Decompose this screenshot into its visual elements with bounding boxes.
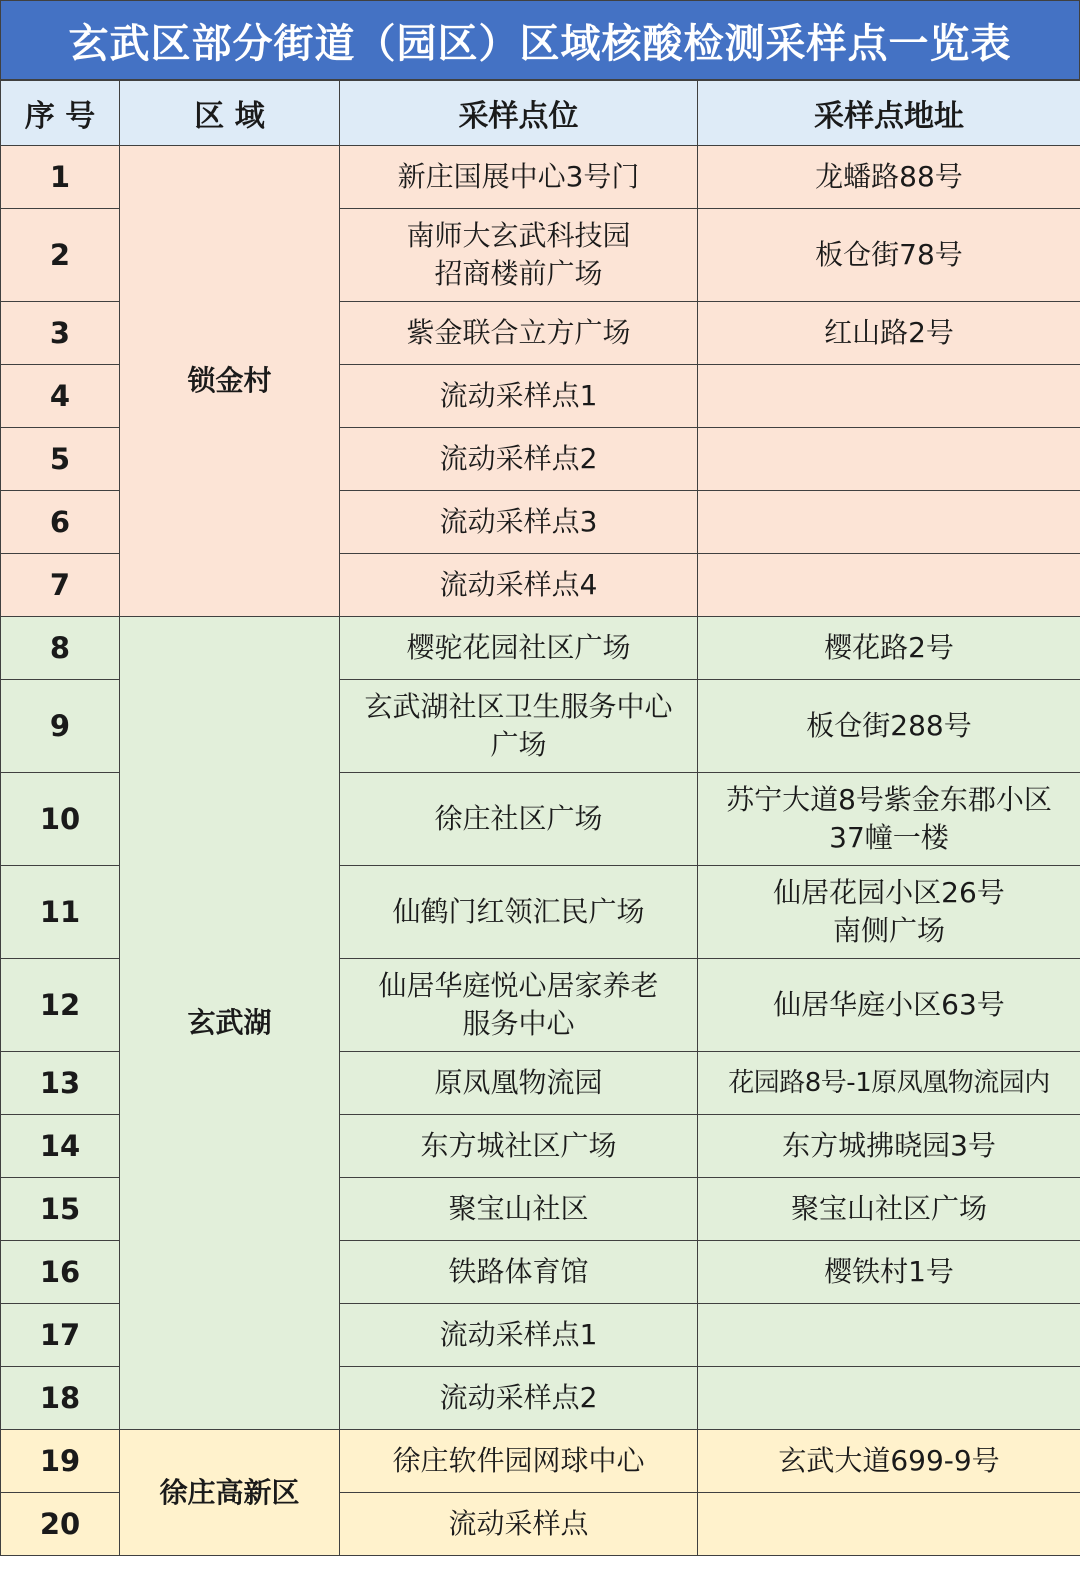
site-cell: 樱驼花园社区广场 — [340, 617, 698, 680]
row-number: 12 — [1, 959, 120, 1052]
address-cell — [698, 365, 1080, 428]
row-number: 7 — [1, 554, 120, 617]
site-cell: 铁路体育馆 — [340, 1241, 698, 1304]
row-number: 16 — [1, 1241, 120, 1304]
address-cell: 仙居花园小区26号 南侧广场 — [698, 866, 1080, 959]
row-number: 15 — [1, 1178, 120, 1241]
site-cell: 紫金联合立方广场 — [340, 302, 698, 365]
page-title: 玄武区部分街道（园区）区域核酸检测采样点一览表 — [0, 0, 1080, 80]
site-cell: 流动采样点 — [340, 1493, 698, 1556]
address-cell: 玄武大道699-9号 — [698, 1430, 1080, 1493]
address-cell: 龙蟠路88号 — [698, 146, 1080, 209]
site-cell: 流动采样点2 — [340, 428, 698, 491]
address-cell: 樱铁村1号 — [698, 1241, 1080, 1304]
address-cell: 仙居华庭小区63号 — [698, 959, 1080, 1052]
row-number: 4 — [1, 365, 120, 428]
table-row — [1, 1430, 1080, 1493]
site-cell: 仙鹤门红领汇民广场 — [340, 866, 698, 959]
address-cell — [698, 1304, 1080, 1367]
header-address: 采样点地址 — [698, 81, 1080, 146]
site-cell: 南师大玄武科技园 招商楼前广场 — [340, 209, 698, 302]
address-cell — [698, 1367, 1080, 1430]
row-number: 8 — [1, 617, 120, 680]
table-row — [1, 146, 1080, 209]
table-body — [1, 146, 1080, 1556]
address-cell — [698, 428, 1080, 491]
address-cell: 东方城拂晓园3号 — [698, 1115, 1080, 1178]
sampling-sites-table — [0, 80, 1080, 1556]
site-cell: 流动采样点1 — [340, 1304, 698, 1367]
table-row — [1, 617, 1080, 680]
site-cell: 聚宝山社区 — [340, 1178, 698, 1241]
region-cell: 玄武湖 — [120, 617, 340, 1430]
site-cell: 流动采样点4 — [340, 554, 698, 617]
header-region: 区 域 — [120, 81, 340, 146]
row-number: 13 — [1, 1052, 120, 1115]
address-cell: 板仓街78号 — [698, 209, 1080, 302]
site-cell: 徐庄社区广场 — [340, 773, 698, 866]
address-cell — [698, 491, 1080, 554]
site-cell: 玄武湖社区卫生服务中心 广场 — [340, 680, 698, 773]
site-cell: 流动采样点1 — [340, 365, 698, 428]
row-number: 17 — [1, 1304, 120, 1367]
row-number: 10 — [1, 773, 120, 866]
site-cell: 东方城社区广场 — [340, 1115, 698, 1178]
row-number: 20 — [1, 1493, 120, 1556]
site-cell: 流动采样点3 — [340, 491, 698, 554]
address-cell — [698, 554, 1080, 617]
region-cell: 徐庄高新区 — [120, 1430, 340, 1556]
site-cell: 原凤凰物流园 — [340, 1052, 698, 1115]
row-number: 3 — [1, 302, 120, 365]
row-number: 11 — [1, 866, 120, 959]
row-number: 19 — [1, 1430, 120, 1493]
row-number: 2 — [1, 209, 120, 302]
address-cell: 板仓街288号 — [698, 680, 1080, 773]
site-cell: 徐庄软件园网球中心 — [340, 1430, 698, 1493]
header-row — [1, 81, 1080, 146]
header-site: 采样点位 — [340, 81, 698, 146]
address-cell: 苏宁大道8号紫金东郡小区 37幢一楼 — [698, 773, 1080, 866]
row-number: 9 — [1, 680, 120, 773]
row-number: 1 — [1, 146, 120, 209]
region-cell: 锁金村 — [120, 146, 340, 617]
row-number: 14 — [1, 1115, 120, 1178]
site-cell: 流动采样点2 — [340, 1367, 698, 1430]
row-number: 6 — [1, 491, 120, 554]
address-cell — [698, 1493, 1080, 1556]
address-cell: 红山路2号 — [698, 302, 1080, 365]
site-cell: 仙居华庭悦心居家养老 服务中心 — [340, 959, 698, 1052]
site-cell: 新庄国展中心3号门 — [340, 146, 698, 209]
address-cell: 聚宝山社区广场 — [698, 1178, 1080, 1241]
header-no: 序 号 — [1, 81, 120, 146]
address-cell: 樱花路2号 — [698, 617, 1080, 680]
row-number: 18 — [1, 1367, 120, 1430]
row-number: 5 — [1, 428, 120, 491]
address-cell: 花园路8号-1原凤凰物流园内 — [698, 1052, 1080, 1115]
